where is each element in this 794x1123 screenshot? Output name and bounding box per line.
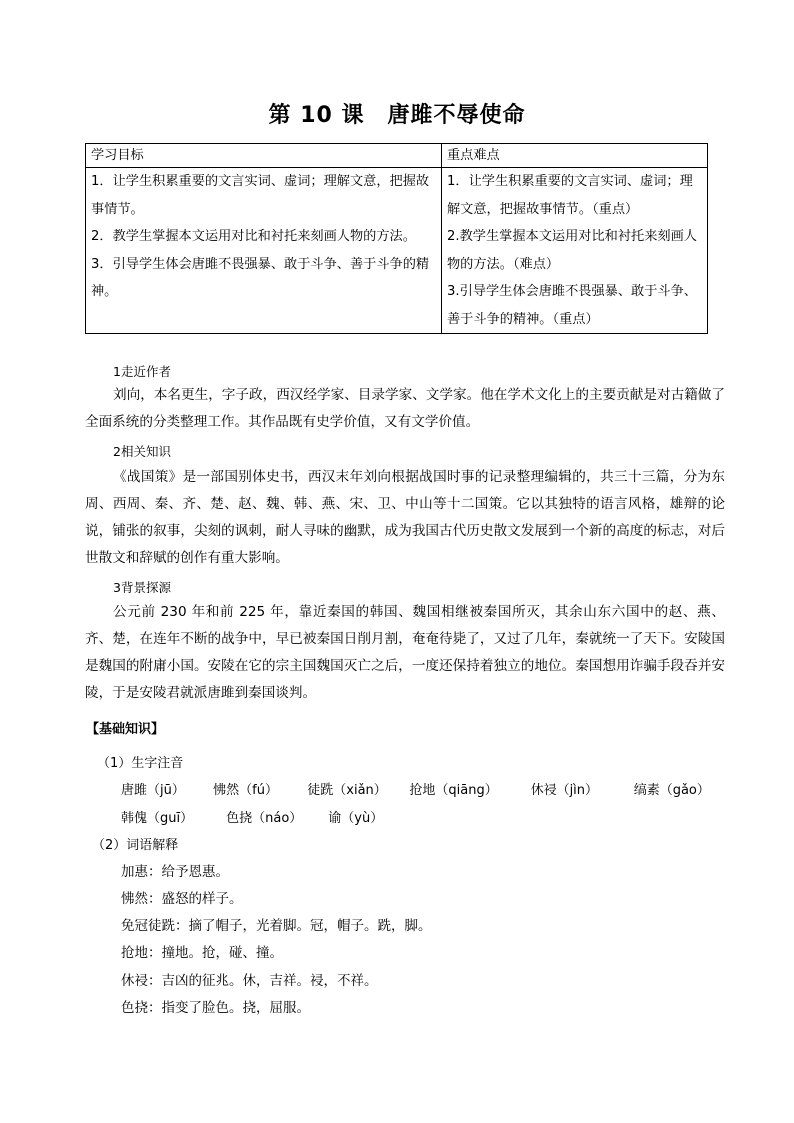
pinyin-item: 抢地（qiāng）	[409, 783, 498, 798]
table-header-goals: 学习目标	[86, 144, 442, 168]
vocab-heading: （2）词语解释	[92, 838, 179, 853]
author-paragraph: 刘向，本名更生，字子政，西汉经学家、目录学家、文学家。他在学术文化上的主要贡献是对古籍做了全面系统的分类整理工作。其作品既有史学价值，又有文学价值。	[85, 387, 725, 430]
vocab-item: 色挠：指变了脸色。挠，屈服。	[121, 1000, 310, 1016]
page-title: 第 10 课 唐雎不辱使命	[268, 103, 526, 128]
section-heading-related: 2相关知识	[113, 444, 171, 459]
pinyin-item: 谕（yù）	[328, 811, 384, 826]
pinyin-item: 徒跣（xiǎn）	[307, 783, 387, 798]
keypoint-item: 1．让学生积累重要的文言实词、虚词；理解文意，把握故事情节。（重点）	[447, 174, 693, 217]
section-heading-background: 3背景探源	[113, 580, 171, 595]
goal-item: 3．引导学生体会唐雎不畏强暴、敢于斗争、善于斗争的精神。	[91, 256, 430, 299]
vocab-item: 免冠徒跣：摘了帽子，光着脚。冠，帽子。跣，脚。	[121, 918, 432, 934]
vocab-item: 怫然：盛怒的样子。	[121, 891, 243, 907]
basics-heading: 【基础知识】	[86, 722, 165, 737]
pinyin-row-1	[121, 779, 710, 798]
pinyin-item: 唐雎（jū）	[121, 783, 185, 798]
pinyin-item: 韩傀（guī）	[121, 811, 194, 826]
pinyin-item: 休祲（jìn）	[530, 783, 599, 798]
vocab-item: 抢地：撞地。抢，碰、撞。	[121, 945, 283, 961]
related-paragraph: 《战国策》是一部国别体史书，西汉末年刘向根据战国时事的记录整理编辑的，共三十三篇，分为东周、西周、秦、齐、楚、赵、魏、韩、燕、宋、卫、中山等十二国策。它以其独特的语言风格，雄辩的论说，铺张的叙事，尖刻的讽刺，耐人寻味的幽默，成为我国古代历史散文发展到一个新的高度的标志，对后世散文和辞赋的创作有重大影响。	[85, 469, 725, 566]
keypoint-item: 3.引导学生体会唐雎不畏强暴、敢于斗争、善于斗争的精神。（重点）	[447, 284, 697, 327]
vocab-item: 休祲：吉凶的征兆。休，吉祥。祲，不祥。	[121, 973, 378, 989]
vocab-item: 加惠：给予恩惠。	[121, 864, 229, 880]
goal-item: 1．让学生积累重要的文言实词、虚词；理解文意，把握故事情节。	[91, 174, 430, 217]
goal-item: 2．教学生掌握本文运用对比和衬托来刻画人物的方法。	[91, 229, 416, 244]
goals-cell	[86, 168, 442, 334]
goals-table	[85, 143, 708, 334]
pinyin-item: 色挠（náo）	[226, 811, 303, 826]
pinyin-heading: （1）生字注音	[97, 756, 184, 771]
keypoint-item: 2.教学生掌握本文运用对比和衬托来刻画人物的方法。（难点）	[447, 229, 697, 272]
pinyin-item: 怫然（fú）	[213, 783, 278, 798]
pinyin-item: 缟素（gǎo）	[633, 783, 710, 798]
background-paragraph: 公元前 230 年和前 225 年，靠近秦国的韩国、魏国相继被秦国所灭，其余山东六国中的赵、燕、齐、楚，在连年不断的战争中，早已被秦国日削月割，奄奄待毙了，又过了几年，秦就统一了天下。安陵国是魏国的附庸小国。安陵在它的宗主国魏国灭亡之后，一度还保持着独立的地位。秦国想用诈骗手段吞并安陵，于是安陵君就派唐雎到秦国谈判。	[85, 604, 725, 701]
pinyin-row-2	[121, 807, 383, 826]
keypoints-cell	[442, 168, 708, 334]
table-header-keypoints: 重点难点	[442, 144, 708, 168]
section-heading-author: 1走近作者	[113, 364, 171, 379]
